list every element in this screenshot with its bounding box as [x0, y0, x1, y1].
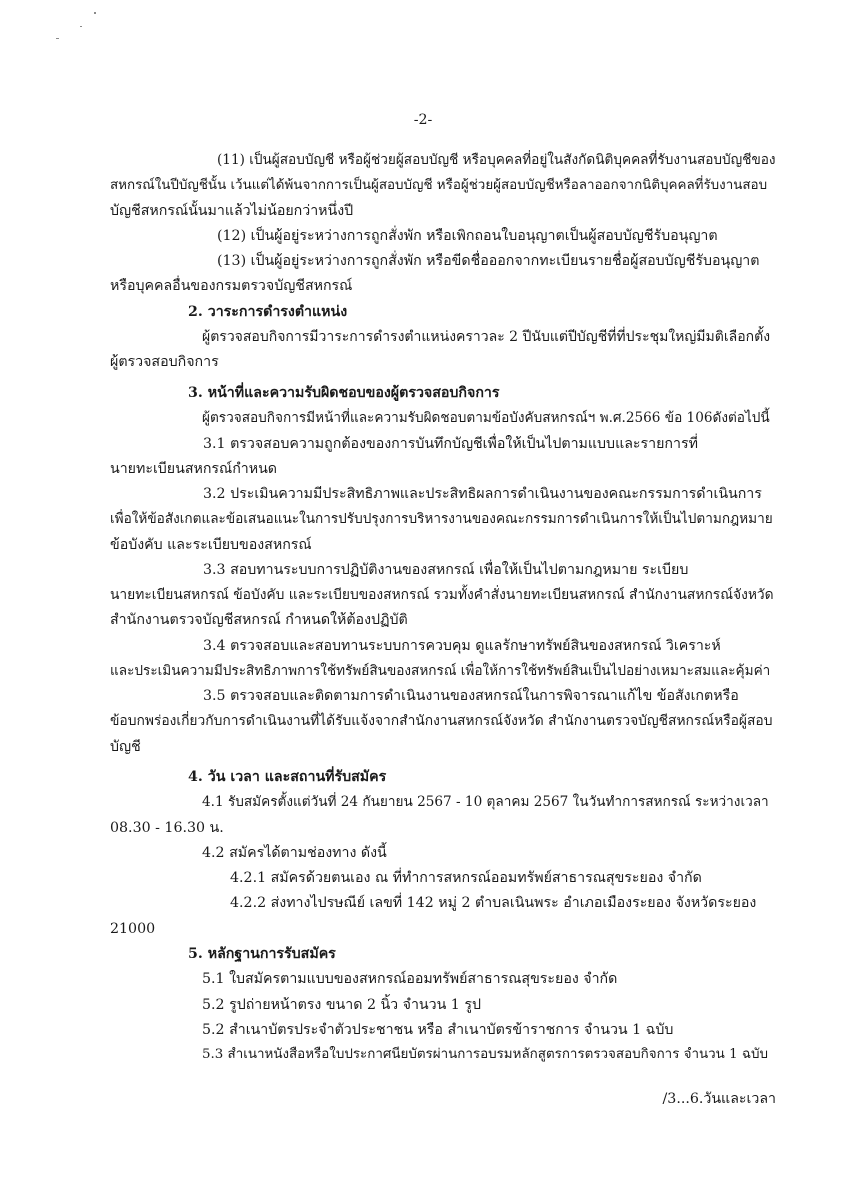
- scan-speck: [80, 26, 82, 27]
- section-heading: 4. วัน เวลา และสถานที่รับสมัคร: [188, 769, 387, 785]
- text-line: ผู้ตรวจสอบกิจการ: [110, 354, 219, 370]
- text-line: บัญชี: [110, 739, 141, 755]
- scan-speck: [94, 12, 96, 14]
- text-line: เพื่อให้ข้อสังเกตและข้อเสนอแนะในการปรับปรุงการบริหารงานของคณะกรรมการดำเนินการให้เป็นไปตามกฎหมาย: [110, 511, 773, 527]
- text-line: 4.1 รับสมัครตั้งแต่วันที่ 24 กันยายน 2567 - 10 ตุลาคม 2567 ในวันทำการสหกรณ์ ระหว่างเวลา: [202, 794, 769, 810]
- text-line: สำนักงานตรวจบัญชีสหกรณ์ กำหนดให้ต้องปฏิบัติ: [110, 612, 408, 628]
- text-line: 3.3 สอบทานระบบการปฏิบัติงานของสหกรณ์ เพื่อให้เป็นไปตามกฎหมาย ระเบียบ: [203, 562, 689, 578]
- text-line: 5.3 สำเนาหนังสือหรือใบประกาศนียบัตรผ่านการอบรมหลักสูตรการตรวจสอบกิจการ จำนวน 1 ฉบับ: [202, 1047, 768, 1062]
- text-line: นายทะเบียนสหกรณ์ ข้อบังคับ และระเบียบของสหกรณ์ รวมทั้งคำสั่งนายทะเบียนสหกรณ์ สำนักงานสหกรณ์จังหวัด: [110, 587, 774, 603]
- text-line: 5.2 สำเนาบัตรประจำตัวประชาชน หรือ สำเนาบัตรข้าราชการ จำนวน 1 ฉบับ: [202, 1022, 674, 1038]
- text-line: บัญชีสหกรณ์นั้นมาแล้วไม่น้อยกว่าหนึ่งปี: [110, 203, 354, 219]
- text-line: 5.2 รูปถ่ายหน้าตรง ขนาด 2 นิ้ว จำนวน 1 รูป: [202, 997, 481, 1013]
- text-line: 08.30 - 16.30 น.: [110, 820, 224, 836]
- text-line: 3.4 ตรวจสอบและสอบทานระบบการควบคุม ดูแลรักษาทรัพย์สินของสหกรณ์ วิเคราะห์: [203, 638, 721, 654]
- text-line: 4.2.2 ส่งทางไปรษณีย์ เลขที่ 142 หมู่ 2 ตำบลเนินพระ อำเภอเมืองระยอง จังหวัดระยอง: [230, 895, 757, 911]
- section-heading: 2. วาระการดำรงตำแหน่ง: [188, 304, 348, 320]
- continuation-note: /3...6.วันและเวลา: [662, 1091, 776, 1107]
- text-line: ข้อบกพร่องเกี่ยวกับการดำเนินงานที่ได้รับแจ้งจากสำนักงานสหกรณ์จังหวัด สำนักงานตรวจบัญชีสหกรณ์หรือผู้สอบ: [110, 713, 773, 729]
- text-line: สหกรณ์ในปีบัญชีนั้น เว้นแต่ได้พ้นจากการเป็นผู้สอบบัญชี หรือผู้ช่วยผู้สอบบัญชีหรือลาออกจากนิติบุคคลที่รับงานสอบ: [110, 178, 768, 193]
- text-line: 3.5 ตรวจสอบและติดตามการดำเนินงานของสหกรณ์ในการพิจารณาแก้ไข ข้อสังเกตหรือ: [203, 688, 739, 704]
- text-line: 3.1 ตรวจสอบความถูกต้องของการบันทึกบัญชีเพื่อให้เป็นไปตามแบบและรายการที่: [203, 436, 698, 452]
- text-line: และประเมินความมีประสิทธิภาพการใช้ทรัพย์สินของสหกรณ์ เพื่อให้การใช้ทรัพย์สินเป็นไปอย่างเหมาะสมและคุ้มค่า: [110, 663, 771, 679]
- text-line: 4.2 สมัครได้ตามช่องทาง ดังนี้: [202, 845, 387, 861]
- text-line: (13) เป็นผู้อยู่ระหว่างการถูกสั่งพัก หรือขีดชื่อออกจากทะเบียนรายชื่อผู้สอบบัญชีรับอนุญาต: [217, 253, 760, 269]
- text-line: 5.1 ใบสมัครตามแบบของสหกรณ์ออมทรัพย์สาธารณสุขระยอง จำกัด: [202, 971, 618, 987]
- text-line: นายทะเบียนสหกรณ์กำหนด: [110, 461, 278, 477]
- text-line: ผู้ตรวจสอบกิจการมีหน้าที่และความรับผิดชอบตามข้อบังคับสหกรณ์ฯ พ.ศ.2566 ข้อ 106ดังต่อไปนี้: [202, 410, 770, 426]
- scan-speck: [56, 38, 59, 39]
- text-line: (12) เป็นผู้อยู่ระหว่างการถูกสั่งพัก หรือเพิกถอนใบอนุญาตเป็นผู้สอบบัญชีรับอนุญาต: [217, 228, 718, 244]
- section-heading: 5. หลักฐานการรับสมัคร: [188, 946, 336, 962]
- text-line: (11) เป็นผู้สอบบัญชี หรือผู้ช่วยผู้สอบบัญชี หรือบุคคลที่อยู่ในสังกัดนิติบุคคลที่รับงานสอบบัญชีของ: [217, 152, 776, 168]
- text-line: 21000: [110, 921, 156, 937]
- text-line: ข้อบังคับ และระเบียบของสหกรณ์: [110, 537, 312, 553]
- page-number: -2-: [413, 112, 433, 128]
- text-line: ผู้ตรวจสอบกิจการมีวาระการดำรงตำแหน่งคราวละ 2 ปีนับแต่ปีบัญชีที่ที่ประชุมใหญ่มีมติเลือกตั้ง: [202, 329, 771, 345]
- text-line: 4.2.1 สมัครด้วยตนเอง ณ ที่ทำการสหกรณ์ออมทรัพย์สาธารณสุขระยอง จำกัด: [230, 870, 702, 886]
- text-line: หรือบุคคลอื่นของกรมตรวจบัญชีสหกรณ์: [110, 278, 353, 294]
- text-line: 3.2 ประเมินความมีประสิทธิภาพและประสิทธิผลการดำเนินงานของคณะกรรมการดำเนินการ: [203, 486, 762, 502]
- section-heading: 3. หน้าที่และความรับผิดชอบของผู้ตรวจสอบกิจการ: [188, 385, 500, 401]
